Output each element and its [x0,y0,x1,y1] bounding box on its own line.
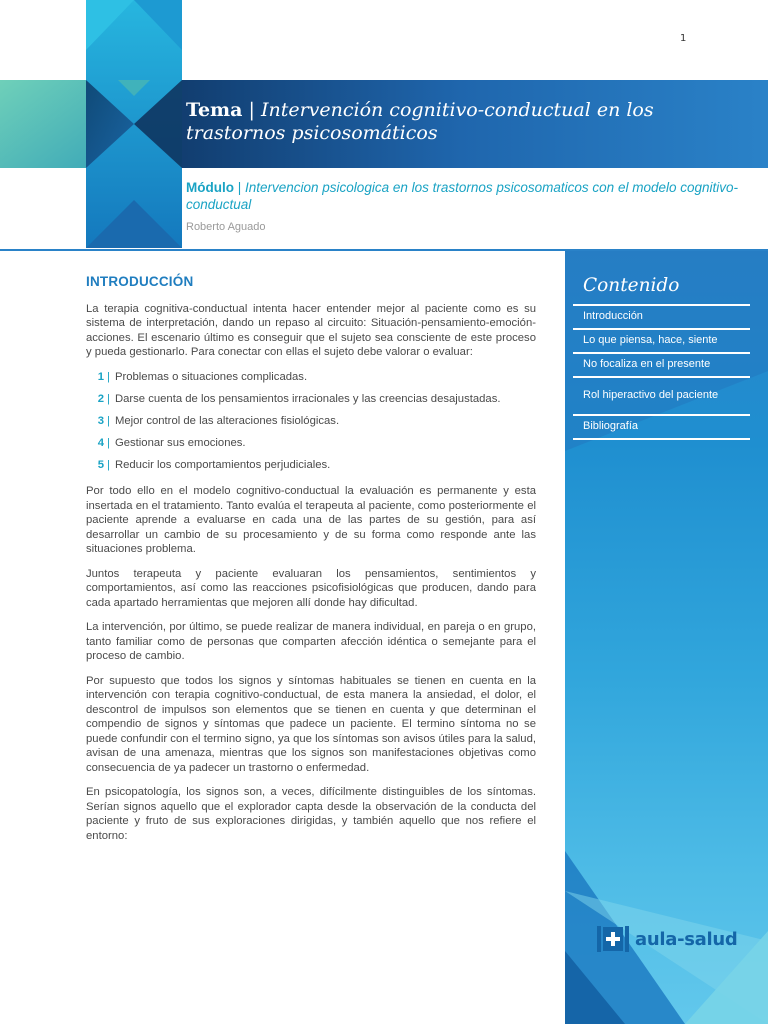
list-item [86,370,536,385]
list-text: Problemas o situaciones complicadas. [114,370,308,383]
list-text: Darse cuenta de los pensamientos irracionales y las creencias desajustadas. [114,392,501,405]
tema-text: Intervención cognitivo-conductual en los trastornos psicosomáticos [186,99,654,144]
paragraph: Juntos terapeuta y paciente evaluaran los pensamientos, sentimientos y comportamientos, así como las reacciones psicofisiológicas que producen, dando para cada apartado herramientas que mejoren allí donde hay dificultad. [86,567,536,609]
paragraph: Por todo ello en el modelo cognitivo-conductual la evaluación es permanente y esta insertada en el tratamiento. Tanto evalúa el terapeuta al paciente, como posteriormente el paciente aprende a evaluarse en cada una de las partes de su gestión, para así desarrollar un cambio de su procesamiento y de su forma como responde ante las situaciones problema. [86,485,536,555]
modulo-text: Intervencion psicologica en los trastornos psicosomaticos con el modelo cognitivo-conductual [186,180,739,212]
list-bar: | [107,414,110,427]
tema-label: Tema [186,99,243,121]
list-number: 4 [97,436,104,449]
sidebar-title: Contenido [583,275,680,296]
list-number: 1 [97,370,104,383]
paragraph: La intervención, por último, se puede realizar de manera individual, en pareja o en grupo, tanto familiar como de personas que comparten afección idéntica o semejante para el proceso de cambio. [86,621,536,662]
list-item [86,458,536,473]
author-name: Roberto Aguado [186,221,266,233]
list-number: 2 [97,392,104,405]
list-text: Reducir los comportamientos perjudiciales. [114,458,331,471]
list-text: Gestionar sus emociones. [114,436,246,449]
page-number: 1 [680,33,687,44]
section-title: INTRODUCCIÓN [86,274,194,289]
toc-item-lo-que-piensa[interactable]: Lo que piensa, hace, siente [583,333,718,346]
logo-text: aula-salud [635,928,738,950]
aula-salud-logo [597,924,737,954]
sidebar [565,251,768,1024]
logo-cross-icon [597,924,629,954]
paragraph: Por supuesto que todos los signos y síntomas habituales se tienen en cuenta en la intervención con terapia cognitivo-conductual, de esta manera la ansiedad, el dolor, el descontrol de impulsos son elementos que se tienen en cuenta y que determinan el compendio de signos y síntomas que padece un paciente. El termino síntoma no se puede confundir con el termino signo, ya que los síntomas son avisos útiles para la salud, avisan de una amenaza, mientras que los signos son manifestaciones objetivas como consecuencia de ya padecer un trastorno o enfermedad. [86,674,536,774]
list-bar: | [107,370,110,383]
tema-title [186,99,746,145]
toc-item-bibliografia[interactable]: Bibliografía [583,419,639,432]
evaluation-list [86,370,536,473]
toc-item-introduccion[interactable]: Introducción [583,309,643,322]
paragraph: La terapia cognitiva-conductual intenta hacer entender mejor al paciente como es su sistema de interpretación, dando un repaso al circuito: Situación-pensamiento-emoción-acciones. El escenario último es conseguir que el sujeto sea consciente de este proceso y pueda gestionarlo. Para conectar con ellas el sujeto debe valorar o evaluar: [86,302,536,358]
paragraph: En psicopatología, los signos son, a veces, difícilmente distinguibles de los síntomas. Serían signos aquello que el explorador capta desde la observación de la conducta del paciente y fruto de sus exploraciones dirigidas, y también aquello que nos refiere el entorno: [86,786,536,842]
list-number: 3 [97,414,104,427]
table-of-contents [573,304,750,440]
list-item [86,392,536,407]
list-bar: | [107,436,110,449]
toc-item-no-focaliza[interactable]: No focaliza en el presente [583,357,711,370]
list-text: Mejor control de las alteraciones fisiológicas. [114,414,340,427]
toc-divider [573,438,750,440]
toc-item-rol-hiperactivo[interactable]: Rol hiperactivo del paciente [583,388,719,401]
list-bar: | [107,458,110,471]
list-bar: | [107,392,110,405]
modulo-title [186,179,746,213]
main-content [86,275,536,853]
list-item [86,436,536,451]
list-item [86,414,536,429]
modulo-label: Módulo [186,180,234,195]
tema-separator: | [242,99,261,121]
list-number: 5 [97,458,104,471]
modulo-separator: | [233,180,245,195]
